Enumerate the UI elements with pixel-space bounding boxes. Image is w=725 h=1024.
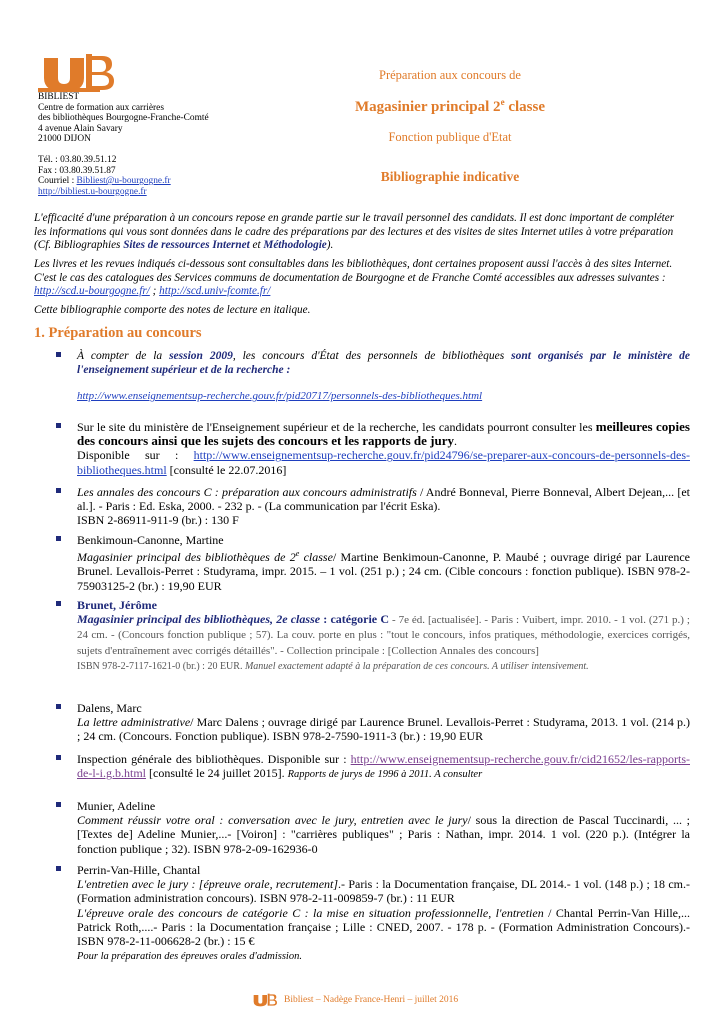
footer-logo [250,993,280,1007]
email-line: Courriel : Bibliest@u-bourgogne.fr [38,176,171,187]
list-item: Dalens, Marc La lettre administrative/ Marc Dalens ; ouvrage dirigé par Laurence Brunel. Levallois-Perret : Studyrama, 2013. 1 vol. (214 p.) ; 24 cm. (Concours. Fonction publique). ISBN 978-2-7590-1911-3 (br.) : 19,90 EUR [56,701,690,744]
ub-logo [38,52,118,94]
scd-fcomte-link[interactable]: http://scd.univ-fcomte.fr/ [159,285,271,298]
list-item: À compter de la session 2009, les concours d'État des personnels de bibliothèques sont organisés par le ministère de l'enseignement supérieur et de la recherche : http://www.enseignementsup-recherche.gouv.fr/pid20717/personnels-des-bibliotheques.html [56,349,690,404]
address-line: BIBLIEST [38,92,80,102]
bullet [56,755,61,760]
bullet [56,536,61,541]
fax: Fax : 03.80.39.51.87 [38,165,116,176]
list-item: Perrin-Van-Hille, Chantal L'entretien avec le jury : [épreuve orale, recrutement].- Paris : la Documentation française, DL 2014.- 1 vol. (148 p.) ; 18 cm.- (Formation administration concours). ISBN 978-2-11-009859-7 (br.) : 11 EUR L'épreuve orale des concours de catégorie C : la mise en situation professionnelle, l'entretien / Chantal Perrin-Van Hille,... Patrick Roth,....- Paris : la Documentation française ; Lille : CNED, 2007. - 178 p. - (Formation Administration Concours).- ISBN 978-2-11-006628-2 (br.) : 15 € Pour la préparation des épreuves orales d'admission. [56,863,690,964]
title-line4: Bibliographie indicative [380,169,520,184]
bullet [56,488,61,493]
bullet [56,601,61,606]
list-item: Inspection générale des bibliothèques. Disponible sur : http://www.enseignementsup-recherche.gouv.fr/cid21652/les-rapports-de-l-i.g.b.html [consulté le 24 juillet 2015]. Rapports de jurys de 1996 à 2011. A consulter [56,752,690,782]
bullet [56,866,61,871]
tel: Tél. : 03.80.39.51.12 [38,154,117,165]
website-link[interactable]: http://bibliest.u-bourgogne.fr [38,186,147,197]
intro-paragraph-1: L'efficacité d'une préparation à un concours repose en grande partie sur le travail personnel des candidats. Il est donc important de compléter les informations qui vous sont données dans le cadre des préparations par des lectures et des visites de sites Internet utiles à votre préparation (Cf. Bibliographies Sites de ressources Internet et Méthodologie). [34,212,675,252]
title-block [300,68,600,185]
list-item: Sur le site du ministère de l'Enseignement supérieur et de la recherche, les candidats pourront consulter les meilleures copies des concours ainsi que les sujets des concours et les rapports de jury. Disponible sur : http://www.enseignementsup-recherche.gouv.fr/pid24796/se-preparer-aux-concours-de-personnels-des-bibliotheques.html [consulté le 22.07.2016] [56,420,690,477]
copies-link[interactable]: http://www.enseignementsup-recherche.gouv.fr/pid24796/se-preparer-aux-concours-de-personnels-des-bibliotheques.html [77,448,690,477]
section-heading: 1. Préparation au concours [34,325,202,341]
title-line3: Fonction publique d'Etat [388,130,512,144]
email-link[interactable]: Bibliest@u-bourgogne.fr [76,176,171,187]
title-line1: Préparation aux concours de [379,68,521,82]
title-line2: Magasinier principal 2e classe [355,97,545,115]
list-item: Les annales des concours C : préparation aux concours administratifs / André Bonneval, Pierre Bonneval, Albert Dejean,... [et al.]. - Paris : Ed. Eska, 2000. - 232 p. - (La communication par l'écrit Eska). ISBN 2-86911-911-9 (br.) : 130 F [56,485,690,528]
ministry-link[interactable]: http://www.enseignementsup-recherche.gouv.fr/pid20717/personnels-des-bibliotheques.html [77,390,483,403]
intro-paragraph-3: Cette bibliographie comporte des notes de lecture en italique. [34,304,311,316]
footer [250,993,458,1007]
list-item: Brunet, Jérôme Magasinier principal des bibliothèques, 2e classe : catégorie C - 7e éd. [actualisée]. - Paris : Vuibert, impr. 2010. - 1 vol. (271 p.) ; 24 cm. - (Concours fonction publique ; 57). La couv. porte en plus : "tout le concours, infos pratiques, méthodologie, exercices corrigés, sujets d'entraînement avec corrigés détaillés". - Collection principale : [Collection Annales des concours] ISBN 978-2-7117-1621-0 (br.) : 20 EUR. Manuel exactement adapté à la préparation de ces concours. A utiliser intensivement. [56,598,690,674]
bullet [56,802,61,807]
address-line: Centre de formation aux carrières [38,102,164,113]
igb-reports-link[interactable]: http://www.enseignementsup-recherche.gouv.fr/cid21652/les-rapports-de-l-i.g.b.html [77,752,690,781]
intro-paragraph-2: Les livres et les revues indiqués ci-dessous sont consultables dans les bibliothèques, dont certaines proposent aussi l'accès à des sites Internet. C'est le cas des catalogues des Services communs de documentation de Bourgogne et de Franche Comté accessibles aux adresses suivantes : http://scd.u-bourgogne.fr/ ; http://scd.univ-fcomte.fr/ [34,258,673,298]
bullet [56,352,61,357]
address-line: 21000 DIJON [38,134,91,145]
address-block [38,92,268,197]
bullet [56,704,61,709]
address-line: 4 avenue Alain Savary [38,123,123,134]
footer-text: Bibliest – Nadège France-Henri – juillet 2016 [284,995,459,1005]
scd-bourgogne-link[interactable]: http://scd.u-bourgogne.fr/ [34,285,150,298]
bullet [56,423,61,428]
list-item: Munier, Adeline Comment réussir votre oral : conversation avec le jury, entretien avec le jury/ sous la direction de Pascal Tuccinardi, ... ; [Textes de] Adeline Munier,...- [Voiron] : "carrières publiques" ; Paris : Nathan, impr. 2014. 1 vol. (220 p.). (Intégrer la fonction publique ; 32). ISBN 978-2-09-162936-0 [56,799,690,856]
list-item: Benkimoun-Canonne, Martine Magasinier principal des bibliothèques de 2e classe/ Martine Benkimoun-Canonne, P. Maubé ; ouvrage dirigé par Laurence Brunel. Levallois-Perret : Studyrama, impr. 2015. – 1 vol. (251 p.) ; 24 cm. (Cible concours : fonction publique). ISBN 978-2-75903125-2 (br.) : 19,90 EUR [56,533,690,593]
address-line: des bibliothèques Bourgogne-Franche-Comté [38,113,209,124]
